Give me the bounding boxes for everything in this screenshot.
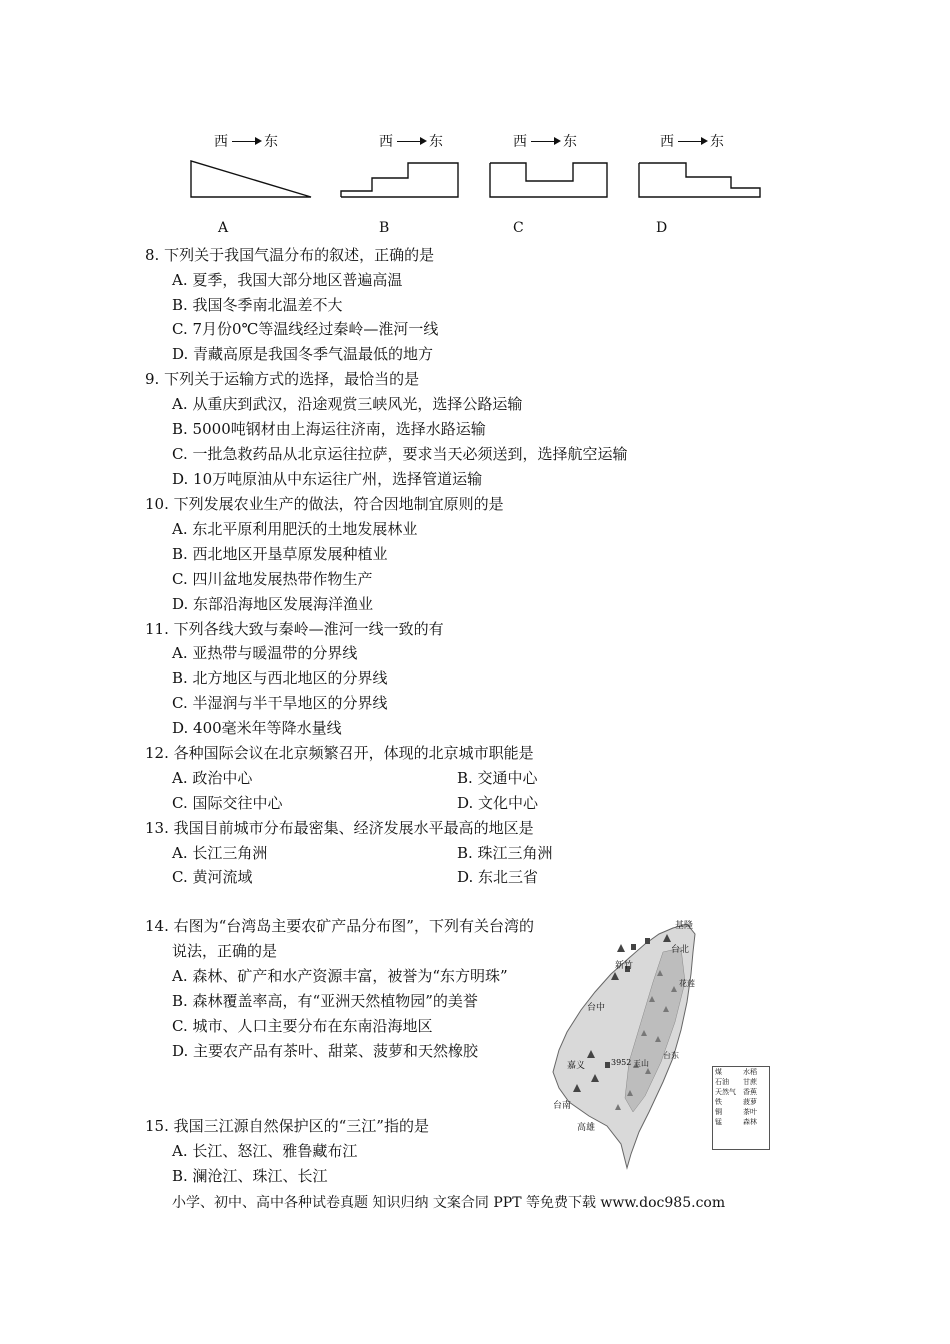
question-12-option-b: B. 交通中心 <box>457 769 538 787</box>
question-11-stem: 11. 下列各线大致与秦岭—淮河一线一致的有 <box>145 620 444 638</box>
question-10-option-a: A. 东北平原利用肥沃的土地发展林业 <box>172 520 418 538</box>
question-14-option-c: C. 城市、人口主要分布在东南沿海地区 <box>172 1017 433 1035</box>
question-9-option-b: B. 5000吨钢材由上海运往济南，选择水路运输 <box>172 420 486 438</box>
legend-forest: 森林 <box>743 1118 757 1126</box>
legend-iron: 铁 <box>715 1098 722 1106</box>
question-13-option-c: C. 黄河流域 <box>172 868 253 886</box>
question-9-stem: 9. 下列关于运输方式的选择，最恰当的是 <box>145 370 420 388</box>
question-10-stem: 10. 下列发展农业生产的做法，符合因地制宜原则的是 <box>145 495 504 513</box>
legend-coal: 煤 <box>715 1068 722 1076</box>
question-15-option-b: B. 澜沧江、珠江、长江 <box>172 1167 328 1185</box>
profile-d-shape <box>639 163 760 197</box>
legend-row <box>713 1117 769 1127</box>
question-8-stem: 8. 下列关于我国气温分布的叙述，正确的是 <box>145 246 435 264</box>
direction-label-a: 西 东 <box>214 134 278 150</box>
place-taichung: 台中 <box>587 1003 606 1013</box>
legend-row <box>713 1107 769 1117</box>
question-8-option-b: B. 我国冬季南北温差不大 <box>172 296 343 314</box>
legend-row <box>713 1077 769 1087</box>
question-8-option-a: A. 夏季，我国大部分地区普遍高温 <box>172 271 403 289</box>
question-14-option-a: A. 森林、矿产和水产资源丰富，被誉为“东方明珠” <box>172 967 508 985</box>
arrow-icon <box>232 141 260 142</box>
question-14-stem-line1: 14. 右图为“台湾岛主要农矿产品分布图”，下列有关台湾的 <box>145 917 534 935</box>
question-8-option-d: D. 青藏高原是我国冬季气温最低的地方 <box>172 345 434 363</box>
question-15-option-a: A. 长江、怒江、雅鲁藏布江 <box>172 1142 358 1160</box>
profile-option-a: A <box>218 220 229 236</box>
place-taitung: 台东 <box>663 1051 679 1060</box>
question-10-option-c: C. 四川盆地发展热带作物生产 <box>172 570 373 588</box>
legend-manganese: 锰 <box>715 1118 722 1126</box>
legend-row <box>713 1087 769 1097</box>
direction-label-b: 西 东 <box>379 134 443 150</box>
profile-option-b: B <box>379 220 390 236</box>
legend-row <box>713 1097 769 1107</box>
map-legend <box>712 1066 770 1150</box>
profile-a-shape <box>191 161 311 197</box>
question-12-stem: 12. 各种国际会议在北京频繁召开，体现的北京城市职能是 <box>145 744 534 762</box>
legend-tea: 茶叶 <box>743 1108 757 1116</box>
place-taipei: 台北 <box>671 945 690 955</box>
question-13-option-b: B. 珠江三角洲 <box>457 844 553 862</box>
profile-b-shape <box>341 163 458 197</box>
question-12-option-a: A. 政治中心 <box>172 769 253 787</box>
place-hsinchu: 新竹 <box>615 961 634 971</box>
question-11-option-b: B. 北方地区与西北地区的分界线 <box>172 669 388 687</box>
terrain-profiles-svg <box>185 155 785 205</box>
question-9-option-c: C. 一批急救药品从北京运往拉萨，要求当天必须送到，选择航空运输 <box>172 445 628 463</box>
question-11-option-c: C. 半湿润与半干旱地区的分界线 <box>172 694 388 712</box>
question-10-option-b: B. 西北地区开垦草原发展种植业 <box>172 545 388 563</box>
legend-banana: 香蕉 <box>743 1088 757 1096</box>
place-keelung: 基隆 <box>675 921 694 931</box>
question-11-option-d: D. 400毫米年等降水量线 <box>172 719 342 737</box>
question-9-option-d: D. 10万吨原油从中东运往广州，选择管道运输 <box>172 470 483 488</box>
place-chiayi: 嘉义 <box>567 1061 586 1071</box>
question-15-stem: 15. 我国三江源自然保护区的“三江”指的是 <box>145 1117 429 1135</box>
question-14-option-d: D. 主要农产品有茶叶、甜菜、菠萝和天然橡胶 <box>172 1042 479 1060</box>
question-9-option-a: A. 从重庆到武汉，沿途观赏三峡风光，选择公路运输 <box>172 395 523 413</box>
place-yushan: 玉山 <box>633 1059 649 1068</box>
question-12-option-c: C. 国际交往中心 <box>172 794 283 812</box>
place-hualien: 花莲 <box>679 979 695 988</box>
legend-row <box>713 1067 769 1077</box>
profile-c-shape <box>490 163 607 197</box>
question-13-stem: 13. 我国目前城市分布最密集、经济发展水平最高的地区是 <box>145 819 534 837</box>
arrow-icon <box>678 141 706 142</box>
question-14-option-b: B. 森林覆盖率高，有“亚洲天然植物园”的美誉 <box>172 992 478 1010</box>
profile-option-d: D <box>656 220 668 236</box>
legend-rice: 水稻 <box>743 1068 757 1076</box>
question-10-option-d: D. 东部沿海地区发展海洋渔业 <box>172 595 374 613</box>
question-13-option-d: D. 东北三省 <box>457 868 539 886</box>
legend-copper: 铜 <box>715 1108 722 1116</box>
question-12-option-d: D. 文化中心 <box>457 794 539 812</box>
profile-option-c: C <box>513 220 524 236</box>
direction-label-c: 西 东 <box>513 134 577 150</box>
yushan-elevation: 3952 <box>611 1058 632 1067</box>
arrow-icon <box>531 141 559 142</box>
question-8-option-c: C. 7月份0℃等温线经过秦岭—淮河一线 <box>172 320 439 338</box>
question-11-option-a: A. 亚热带与暖温带的分界线 <box>172 644 358 662</box>
legend-sugarcane: 甘蔗 <box>743 1078 757 1086</box>
legend-gas: 天然气 <box>715 1088 736 1096</box>
direction-label-d: 西 东 <box>660 134 724 150</box>
place-tainan: 台南 <box>553 1101 572 1111</box>
question-13-option-a: A. 长江三角洲 <box>172 844 268 862</box>
legend-pineapple: 菠萝 <box>743 1098 757 1106</box>
page-footer: 小学、初中、高中各种试卷真题 知识归纳 文案合同 PPT 等免费下载 www.doc985.com <box>172 1195 726 1211</box>
question-14-stem-line2: 说法，正确的是 <box>172 942 278 960</box>
arrow-icon <box>397 141 425 142</box>
place-kaohsiung: 高雄 <box>577 1123 596 1133</box>
legend-oil: 石油 <box>715 1078 729 1086</box>
